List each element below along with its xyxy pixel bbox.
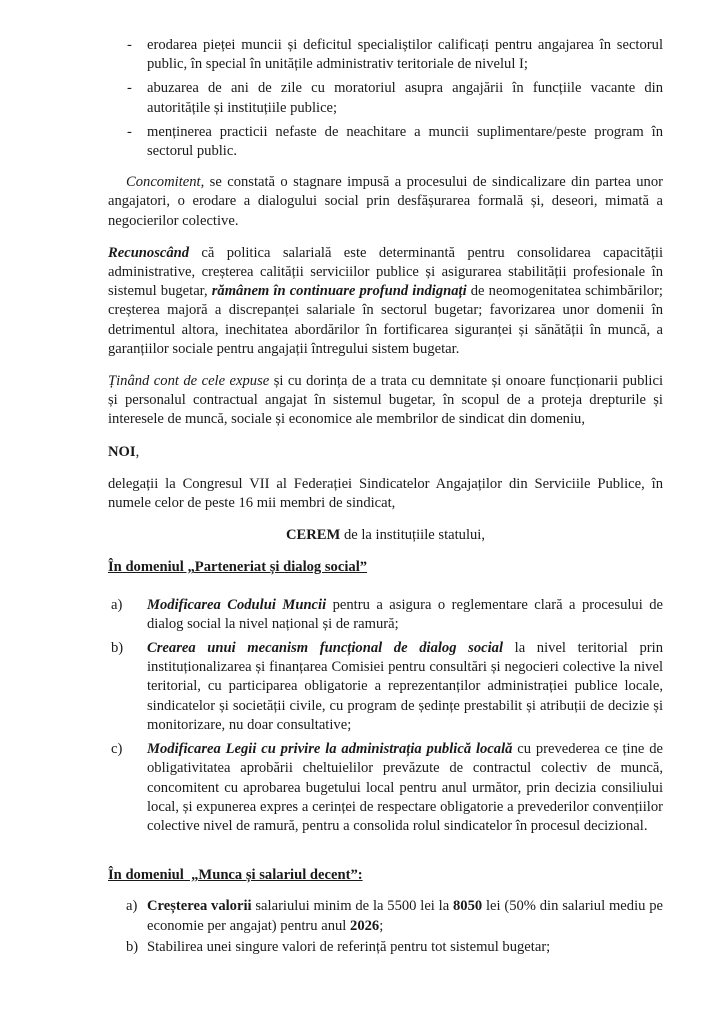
demand-item: c) Modificarea Legii cu privire la administrația publică locală cu prevederea ce ține de obligativitatea aprobării cheltuielilor prevăzute de contractul colectiv de muncă, concomitent cu aprobarea bugetului local pentru anul următor, prin decizia consiliului local, și expunerea expres a cerinței de respectare obligatorie a prevederilor convențiilor colective nivel de ramură, pentru a consolida rolul sindicatelor în procesul decizional. [111,741,663,834]
paragraph-tinand-cont: Ținând cont de cele expuse și cu dorința de a trata cu demnitate și onoare funcționarii publici și personalul contractual angajat în sistemul bugetar, în scopul de a proteja drepturile și interesele de muncă, sociale și economice ale membrilor de sindicat din domeniu, [108,373,664,428]
bullet-item [108,79,663,117]
demands-list-munca [108,897,663,957]
bullet-item [108,123,663,161]
demands-list-parteneriat [108,596,663,836]
document-body [108,36,663,957]
dash-marker: - [127,37,132,53]
item-letter: b) [111,640,124,657]
paragraph-delegatii: delegații la Congresul VII al Federației Sindicatelor Angajaților din Serviciile Publice, în numele celor de peste 16 mii membri de sindicat, [108,475,663,512]
dash-marker: - [127,123,132,140]
demand-item: a) Modificarea Codului Muncii pentru a asigura o reglementare clară a procesului de dialog social la nivel național și de ramură; [111,596,664,632]
item-letter: a) [126,898,138,915]
lead-italic: Concomitent [126,174,201,191]
paragraph-cerem: CEREM de la instituțiile statului, [285,527,486,544]
emphasis-bold-italic: rămânem în continuare profund indignați [211,283,467,300]
lead-italic: Ținând cont de cele expuse [108,373,270,390]
demand-item: b) Stabilirea unei singure valori de referință pentru tot sistemul bugetar; [108,938,663,957]
problem-bullet-list [108,36,663,161]
bullet-item [108,36,663,74]
lead-bold-italic: Recunoscând [108,244,190,261]
item-letter: b) [126,938,139,955]
demand-item: a) Creșterea valorii salariului minim de la 5500 lei la 8050 lei (50% din salariul mediu pe economie per angajat) pentru anul 2026; [126,898,664,934]
item-letter: a) [111,596,123,613]
paragraph-noi: NOI, [108,443,140,460]
bullet-text: menținerea practicii nefaste de neachitare a muncii suplimentare/peste program în sectorul public. [147,123,663,160]
paragraph-concomitent: Concomitent, se constată o stagnare impusă a procesului de sindicalizare din partea unor angajatori, o erodare a dialogului social prin desfășurarea formală și, deseori, mimată a negocierilor colective. [108,174,663,229]
demand-item: b) Crearea unui mecanism funcțional de dialog social la nivel teritorial prin instituționalizarea și finanțarea Comisiei pentru consultări și negocieri colective la nivel teritorial, cu participarea obligatorie a reprezentanților administrației publice locale, sindicatelor și societății civile, cu program de ședințe prestabilit și atribuții de decizie și monitorizare, nu doar consultative; [111,640,663,733]
section-heading-munca: În domeniul „Munca și salariul decent”: [108,867,363,884]
bullet-text: abuzarea de ani de zile cu moratoriul asupra angajării în funcțiile vacante din autoritățile și instituțiile publice; [147,80,663,116]
bullet-text: erodarea pieței muncii și deficitul specialiștilor calificați pentru angajarea în sectorul public, în special în unitățile administrativ teritoriale de nivelul I; [147,37,663,73]
dash-marker: - [127,80,132,97]
section-heading-parteneriat: În domeniul „Parteneriat și dialog social” [108,559,368,576]
item-letter: c) [111,741,123,758]
paragraph-recunoscand: Recunoscând că politica salarială este determinantă pentru consolidarea capacității administrative, creșterea calității serviciilor publice și asigurarea stabilității profesionale în sistemul bugetar, rămânem în continuare profund indignați de neomogenitatea schimbărilor; creșterea majoră a discrepanței salariale în sectorul bugetar; favorizarea unor domenii în detrimentul altora, inechitatea abordărilor în fortificarea siguranței și sănătății în muncă, a garanțiilor sociale pentru angajații întregului sistem bugetar. [108,244,663,357]
